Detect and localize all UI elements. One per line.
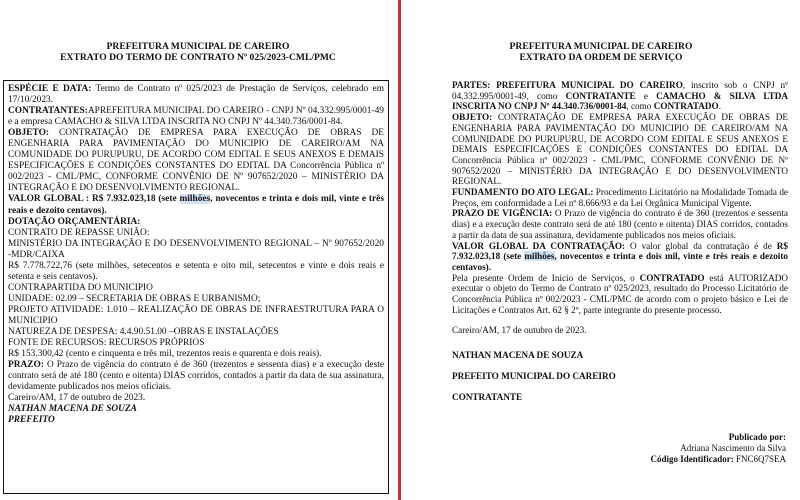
left-place-date: Careiro/AM, 17 de outubro de 2023. [8, 393, 146, 404]
publicado-title: Publicado por: [728, 432, 786, 442]
especie-label: ESPÉCIE E DATA: [8, 84, 92, 94]
partes-como: , como [626, 101, 654, 112]
right-column [402, 0, 800, 500]
contract-extract-box [3, 80, 389, 494]
right-prazo-paragraph [452, 208, 788, 240]
partes-contratante: CONTRATANTE [565, 90, 636, 101]
contrapartida-line: CONTRAPARTIDA DO MUNICIPIO [8, 282, 153, 293]
prazo-text: O Prazo de vigência do contrato é de 360 (trezentos e sessenta dias) e a execução deste contrato será de até 180 (cento e oitenta) DIAS corridos, contados a partir da data de sua assinatura, devidamente publicados nos meios oficiais. [8, 360, 384, 393]
left-signer-title: PREFEITO [8, 415, 55, 426]
right-signer-title: PREFEITO MUNICIPAL DO CAREIRO [452, 370, 616, 381]
partes-contratado: CONTRATADO [653, 101, 719, 112]
contratantes-text: APREFEITURA MUNICIPAL DO CAREIRO - CNPJ Nº 04.332.995/0001-49 e a empresa CAMACHO & SILVA LTDA INSCRITA NO CNPJ Nº 44.340.736/0001-84. [8, 106, 384, 128]
unidade-line: UNIDADE: 02.09 – SECRETARIA DE OBRAS E URBANISMO; [8, 293, 261, 304]
ordem-post: está AUTORIZADO executar o objeto do Termo de Contrato nº 025/2023, resultado do Processo Licitatório de Concorrência Pública nº 002/2023 - CML/PMC de acordo com o projeto básico e Lei de Licitações e Contratos Art. 62 § 2º, parte integrante do presente processo. [452, 272, 788, 315]
left-column [0, 0, 396, 500]
partes-e: e [635, 90, 657, 101]
valor-amount-pre: R$ 7.932.023,18 (sete [89, 194, 180, 205]
fundamento-text: Procedimento Licitatório na Modalidade Tomada de Preços, em conformidade a Lei nº 8.666/93 e da Lei Orgânica Municipal Vigente. [452, 187, 788, 208]
ordem-pre: Pela presente Ordem de Início de Serviços, o [452, 272, 640, 283]
especie-text: Termo de Contrato nº 025/2023 de Prestação de Serviços, celebrado em 17/10/2023. [8, 84, 384, 106]
right-prazo-label: PRAZO DE VIGÊNCIA: [452, 208, 553, 219]
valor-repasse: R$ 7.778.722,76 (sete milhões, setecentos e setenta e oito mil, setecentos e vinte e dois reais e setenta e seis centavos). [8, 260, 384, 282]
repasse-line: CONTRATO DE REPASSE UNIÃO: [8, 227, 150, 238]
right-prazo-text: O Prazo de vigência do contrato é de 360 (trezentos e sessenta dias) e a execução deste contrato será de até 180 (cento e oitenta) DIAS corridos, contados a partir da data de sua assinatura, devidamente publicados nos meios oficiais. [452, 208, 788, 240]
objeto-paragraph [8, 128, 384, 194]
publicado-code: FNC6Q7SEA [735, 454, 786, 464]
ministerio-line: MINISTÉRIO DA INTEGRAÇÃO E DO DESENVOLVIMENTO REGIONAL – Nº 907652/2020 -MDR/CAIXA [8, 238, 384, 260]
service-order-body [452, 80, 788, 402]
contratantes-paragraph [8, 106, 384, 128]
right-objeto-text: CONTRATAÇÃO DE EMPRESA PARA EXECUÇÃO DE OBRAS DE ENGENHARIA PARA PAVIMENTAÇÃO DO MUNICIPIO DE CAREIRO/AM NA COMUNIDADE DO PURUPURU, DE ACORDO COM EDITAL E SEUS ANEXOS E DEMAIS ESPECIFICAÇÕES E CONDIÇÕES CONSTANTES DO EDITAL DA Concorrência Pública nº 002/2023 - CML/PMC, CONFORME CONVÊNIO DE Nº 907652/2020 – MINISTÉRIO DA INTEGRAÇÃO E DO DESENVOLVIMENTO REGIONAL. [452, 112, 788, 187]
right-objeto-paragraph [452, 112, 788, 187]
contratantes-label: CONTRATANTES: [8, 106, 88, 117]
fonte-line: FONTE DE RECURSOS: RECURSOS PRÓPRIOS [8, 338, 205, 349]
valor-amount-post: , novecentos e trinta e dois mil, vinte e três reais e dezoito centavos). [8, 194, 384, 216]
dotacao-heading [8, 217, 384, 228]
right-valor-amount-pre: R$ 7.932.023,18 (sete [452, 240, 789, 262]
valor-paragraph [8, 194, 384, 216]
natureza-line: NATUREZA DE DESPESA: 4.4.90.51.00 –OBRAS E INSTALAÇÕES [8, 327, 279, 338]
right-valor-amount-post: , novecentos e trinta e dois mil, vinte e três reais e dezoito centavos). [452, 251, 788, 272]
page-divider [398, 0, 401, 500]
publicado-block [650, 432, 786, 465]
partes-paragraph [452, 80, 788, 112]
right-valor-paragraph [452, 241, 788, 273]
right-place-date: Careiro/AM, 17 de outubro de 2023. [452, 325, 587, 336]
right-valor-text: O valor global da contratação é de [625, 240, 772, 251]
left-header-title: PREFEITURA MUNICIPAL DE CAREIRO [106, 41, 290, 52]
ordem-paragraph [452, 273, 788, 316]
especie-paragraph [8, 84, 384, 106]
right-objeto-label: OBJETO: [452, 112, 493, 123]
prazo-label: PRAZO: [8, 360, 44, 371]
partes-mid: , inscrito sob o CNPJ nº 04.332.995/0001-49, como [452, 80, 788, 101]
valor-highlight: milhões [179, 194, 211, 205]
ordem-contratado: CONTRATADO [639, 272, 705, 283]
right-valor-highlight: milhões [524, 251, 555, 262]
partes-empresa: CAMACHO & SILVA LTDA INSCRITA NO CNPJ Nº 44.340.736/0001-84 [452, 90, 789, 112]
publicado-name: Adriana Nascimento da Silva [680, 443, 786, 453]
prazo-paragraph [8, 360, 384, 393]
fundamento-label: FUNDAMENTO DO ATO LEGAL: [452, 187, 594, 198]
publicado-code-label: Código Identificador: [650, 454, 734, 464]
left-header-subtitle: EXTRATO DO TERMO DE CONTRATO Nº 025/2023-CML/PMC [60, 52, 336, 63]
projeto-line: PROJETO ATIVIDADE: 1.010 – REALIZAÇÃO DE OBRAS DE INFRAESTRUTURA PARA O MUNICIPIO [8, 304, 384, 326]
publicado-code-line [650, 454, 786, 465]
valor-contrapartida: R$ 153.300,42 (cento e cinquenta e três mil, trezentos reais e quarenta e dois reais). [8, 349, 322, 360]
left-signer-name: NATHAN MACENA DE SOUZA [8, 404, 137, 415]
right-valor-label: VALOR GLOBAL DA CONTRATAÇÃO: [452, 240, 626, 251]
valor-label: VALOR GLOBAL : [8, 194, 90, 205]
right-header [402, 41, 800, 63]
fundamento-paragraph [452, 187, 788, 208]
right-header-subtitle: EXTRATO DA ORDEM DE SERVIÇO [519, 52, 683, 63]
right-header-title: PREFEITURA MUNICIPAL DE CAREIRO [509, 41, 693, 52]
partes-label: PARTES: PREFEITURA MUNICIPAL DO CAREIRO [452, 80, 683, 90]
right-signer-name: NATHAN MACENA DE SOUZA [452, 350, 584, 361]
objeto-text: CONTRATAÇÃO DE EMPRESA PARA EXECUÇÃO DE OBRAS DE ENGENHARIA PARA PAVIMENTAÇÃO DO MUNICIPIO DE CAREIRO/AM NA COMUNIDADE DO PURUPURU, DE ACORDO COM EDITAL E SEUS ANEXOS E DEMAIS ESPECIFICAÇÕES E CONDIÇÕES CONSTANTES DO EDITAL DA Concorrência Pública nº 002/2023 - CML/PMC, CONFORME CONVÊNIO DE Nº 907652/2020 – MINISTÉRIO DA INTEGRAÇÃO E DO DESENVOLVIMENTO REGIONAL. [8, 128, 384, 194]
right-signer-role: CONTRATANTE [452, 391, 523, 402]
objeto-label: OBJETO: [8, 128, 49, 139]
partes-end: . [718, 101, 721, 112]
dotacao-label: DOTAÇÃO ORÇAMENTÁRIA: [8, 216, 141, 227]
left-header [0, 41, 396, 63]
